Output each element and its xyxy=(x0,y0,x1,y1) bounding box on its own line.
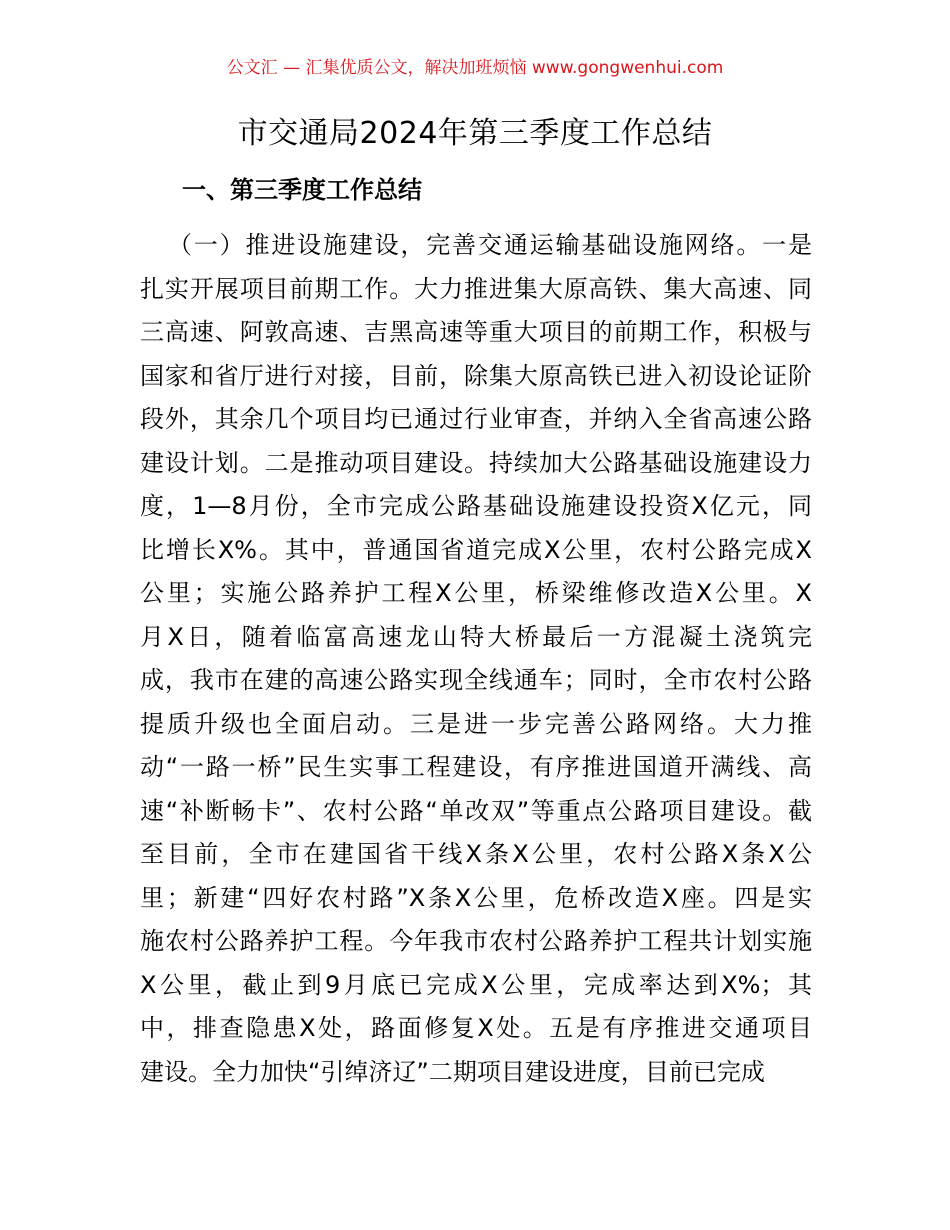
paragraph-line: 动“一路一桥”民生实事工程建设，有序推进国道开满线、高 xyxy=(140,753,812,781)
section-heading: 一、第三季度工作总结 xyxy=(182,176,422,204)
paragraph-line: 国家和省厅进行对接，目前，除集大原高铁已进入初设论证阶 xyxy=(140,361,812,390)
paragraph-line: （一）推进设施建设，完善交通运输基础设施网络。一是 xyxy=(168,231,812,259)
paragraph-line: 三高速、阿敦高速、吉黑高速等重大项目的前期工作，积极与 xyxy=(140,318,812,346)
paragraph-line: 度，1—8月份，全市完成公路基础设施建设投资X亿元，同 xyxy=(140,492,812,520)
paragraph-line: 中，排查隐患X处，路面修复X处。五是有序推进交通项目 xyxy=(140,1014,812,1042)
paragraph-line: 段外，其余几个项目均已通过行业审查，并纳入全省高速公路 xyxy=(140,405,812,433)
paragraph-line: 速“补断畅卡”、农村公路“单改双”等重点公路项目建设。截 xyxy=(140,796,812,825)
paragraph-line: 建设计划。二是推动项目建设。持续加大公路基础设施建设力 xyxy=(140,448,812,477)
paragraph-line: 建设。全力加快“引绰济辽”二期项目建设进度，目前已完成 xyxy=(140,1057,765,1086)
paragraph-line: 提质升级也全面启动。三是进一步完善公路网络。大力推 xyxy=(140,709,812,738)
paragraph-line: 扎实开展项目前期工作。大力推进集大原高铁、集大高速、同 xyxy=(140,274,812,303)
paragraph-line: 月X日，随着临富高速龙山特大桥最后一方混凝土浇筑完 xyxy=(140,622,812,651)
watermark-banner: 公文汇 — 汇集优质公文，解决加班烦恼 www.gongwenhui.com xyxy=(226,58,724,78)
body-paragraph xyxy=(140,224,812,1094)
paragraph-line: 成，我市在建的高速公路实现全线通车；同时，全市农村公路 xyxy=(140,666,812,694)
paragraph-line: 至目前，全市在建国省干线X条X公里，农村公路X条X公 xyxy=(140,840,812,868)
paragraph-line: 施农村公路养护工程。今年我市农村公路养护工程共计划实施 xyxy=(140,927,812,955)
paragraph-line: 公里；实施公路养护工程X公里，桥梁维修改造X公里。X xyxy=(140,579,812,607)
paragraph-line: X公里，截止到9月底已完成X公里，完成率达到X%；其 xyxy=(140,970,812,999)
document-title: 市交通局2024年第三季度工作总结 xyxy=(237,116,713,151)
paragraph-line: 里；新建“四好农村路”X条X公里，危桥改造X座。四是实 xyxy=(140,883,812,912)
paragraph-line: 比增长X%。其中，普通国省道完成X公里，农村公路完成X xyxy=(140,535,812,564)
